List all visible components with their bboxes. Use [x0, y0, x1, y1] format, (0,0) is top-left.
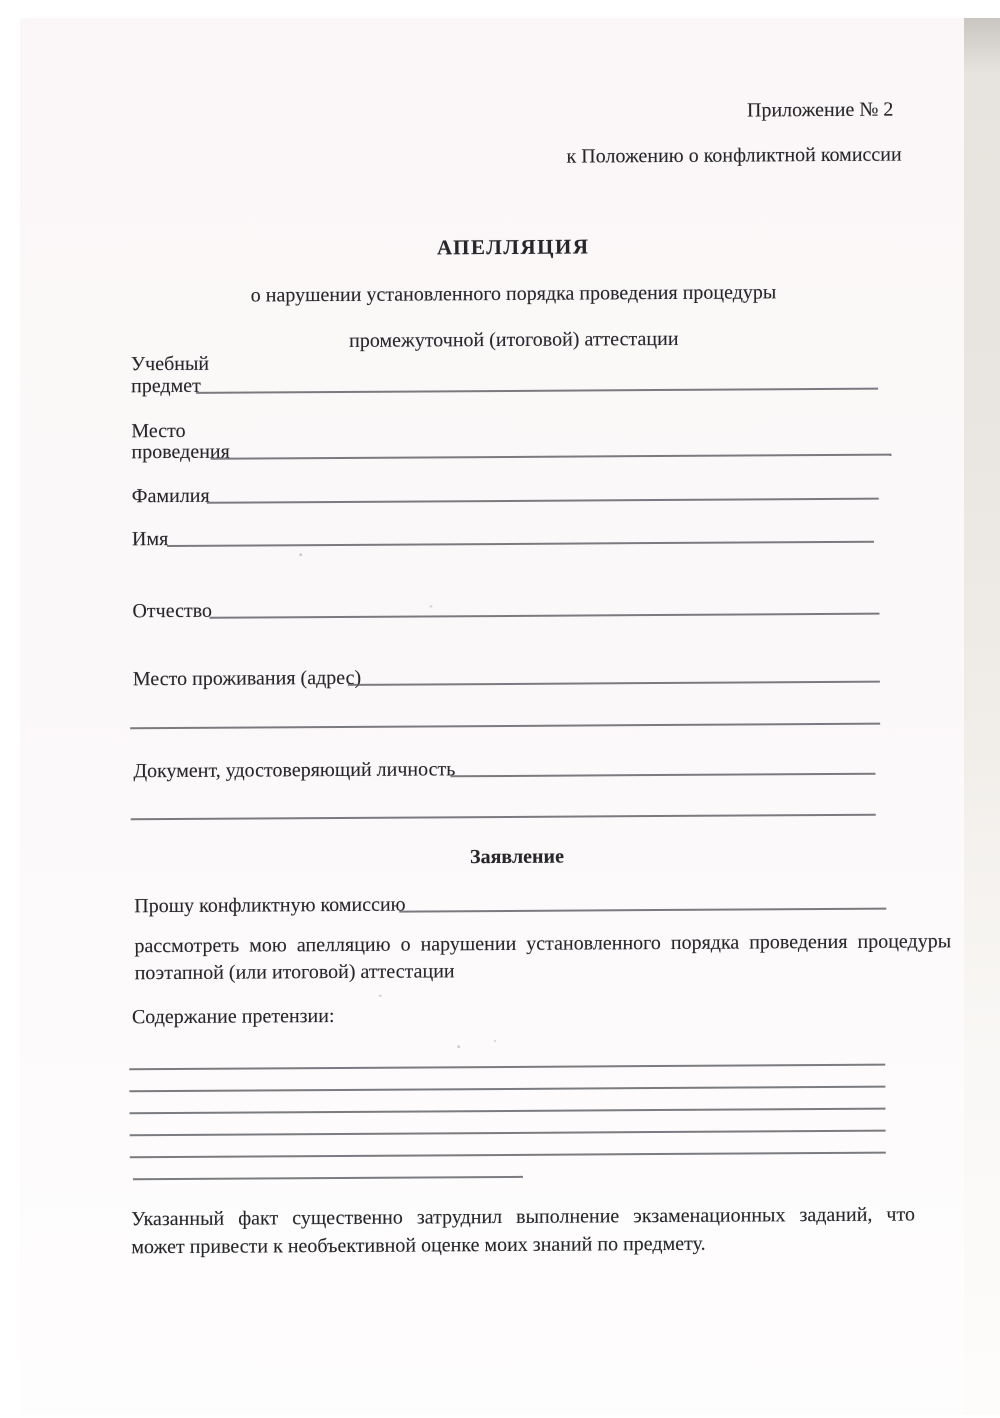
commission-request-label: Прошу конфликтную комиссию [134, 893, 406, 918]
venue-field-label-line1: Место [131, 419, 186, 443]
request-body-line1: рассмотреть мою апелляцию о нарушении установленного порядка проведения процедуры [134, 930, 952, 958]
scan-speck [429, 605, 432, 607]
closing-paragraph-line1: Указанный факт существенно затруднил выполнение экзаменационных заданий, что [131, 1203, 915, 1231]
surname-field-label: Фамилия [131, 484, 210, 508]
document-title: АПЕЛЛЯЦИЯ [436, 234, 590, 260]
identity-document-blank-line-2 [131, 814, 876, 821]
surname-blank-line [207, 498, 879, 504]
patronymic-blank-line [209, 613, 879, 619]
claim-blank-line-4 [130, 1130, 886, 1137]
scan-speck [457, 1045, 460, 1048]
venue-blank-line [211, 454, 892, 460]
request-body-line2: поэтапной (или итоговой) аттестации [134, 960, 455, 985]
patronymic-field-label: Отчество [132, 599, 213, 623]
scan-speck [299, 553, 302, 556]
subject-field-label-line2: предмет [131, 374, 201, 398]
claim-content-label: Содержание претензии: [131, 1005, 335, 1029]
address-blank-line-1 [348, 681, 880, 686]
identity-document-field-label: Документ, удостоверяющий личность [133, 758, 456, 783]
closing-paragraph-line2: может привести к необъективной оценке моих знаний по предмету. [131, 1232, 706, 1259]
scan-speck [494, 1040, 496, 1042]
claim-blank-line-1 [129, 1064, 885, 1071]
claim-blank-line-2 [129, 1086, 885, 1093]
commission-request-blank-line [399, 908, 886, 913]
first-name-blank-line [167, 541, 874, 547]
scan-speck [379, 995, 382, 997]
address-field-label: Место проживания (адрес) [132, 666, 362, 691]
document-subtitle-line2: промежуточной (итоговой) аттестации [349, 327, 679, 352]
annex-reference-line1: Приложение № 2 [746, 98, 894, 122]
claim-blank-line-3 [130, 1108, 886, 1115]
claim-blank-line-5 [130, 1152, 886, 1159]
statement-heading: Заявление [469, 845, 564, 869]
address-blank-line-2 [130, 723, 880, 730]
subject-blank-line [196, 388, 878, 394]
claim-blank-line-6-short [133, 1176, 523, 1180]
subject-field-label-line1: Учебный [130, 352, 210, 376]
first-name-field-label: Имя [131, 528, 169, 551]
document-subtitle-line1: о нарушении установленного порядка проведения процедуры [250, 281, 777, 307]
annex-reference-line2: к Положению о конфликтной комиссии [566, 143, 902, 168]
identity-document-blank-line-1 [450, 773, 875, 778]
venue-field-label-line2: проведения [131, 440, 230, 464]
